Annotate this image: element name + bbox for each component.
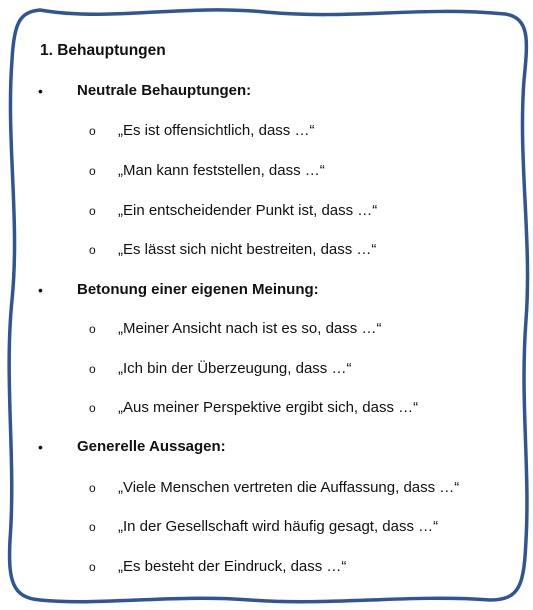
list-item-phrase: „Aus meiner Perspektive ergibt sich, dass …“ xyxy=(118,399,419,416)
list-item-marker: o xyxy=(89,362,96,376)
list-item-marker: o xyxy=(89,243,96,257)
list-item-phrase: „In der Gesellschaft wird häufig gesagt, dass …“ xyxy=(118,518,439,535)
list-item-marker: o xyxy=(89,401,96,415)
list-item-phrase: „Man kann feststellen, dass …“ xyxy=(118,162,325,179)
list-item-marker: o xyxy=(89,204,96,218)
group-heading-general-statements: Generelle Aussagen: xyxy=(77,438,226,455)
list-item-marker: o xyxy=(89,124,96,138)
list-item-phrase: „Ich bin der Überzeugung, dass …“ xyxy=(118,360,352,377)
list-item-phrase: „Es ist offensichtlich, dass …“ xyxy=(118,122,315,139)
list-item-marker: o xyxy=(89,520,96,534)
section-title: 1. Behauptungen xyxy=(40,42,166,59)
list-item-phrase: „Meiner Ansicht nach ist es so, dass …“ xyxy=(118,320,382,337)
group-bullet: • xyxy=(38,83,43,99)
list-item-phrase: „Viele Menschen vertreten die Auffassung, dass …“ xyxy=(118,479,460,496)
group-heading-own-opinion: Betonung einer eigenen Meinung: xyxy=(77,281,319,298)
list-item-marker: o xyxy=(89,164,96,178)
list-item-phrase: „Es lässt sich nicht bestreiten, dass …“ xyxy=(118,241,377,258)
group-bullet: • xyxy=(38,439,43,455)
list-item-phrase: „Es besteht der Eindruck, dass …“ xyxy=(118,558,347,575)
list-item-marker: o xyxy=(89,481,96,495)
list-item-marker: o xyxy=(89,322,96,336)
group-heading-neutral: Neutrale Behauptungen: xyxy=(77,82,252,99)
list-item-phrase: „Ein entscheidender Punkt ist, dass …“ xyxy=(118,202,378,219)
group-bullet: • xyxy=(38,282,43,298)
list-item-marker: o xyxy=(89,560,96,574)
